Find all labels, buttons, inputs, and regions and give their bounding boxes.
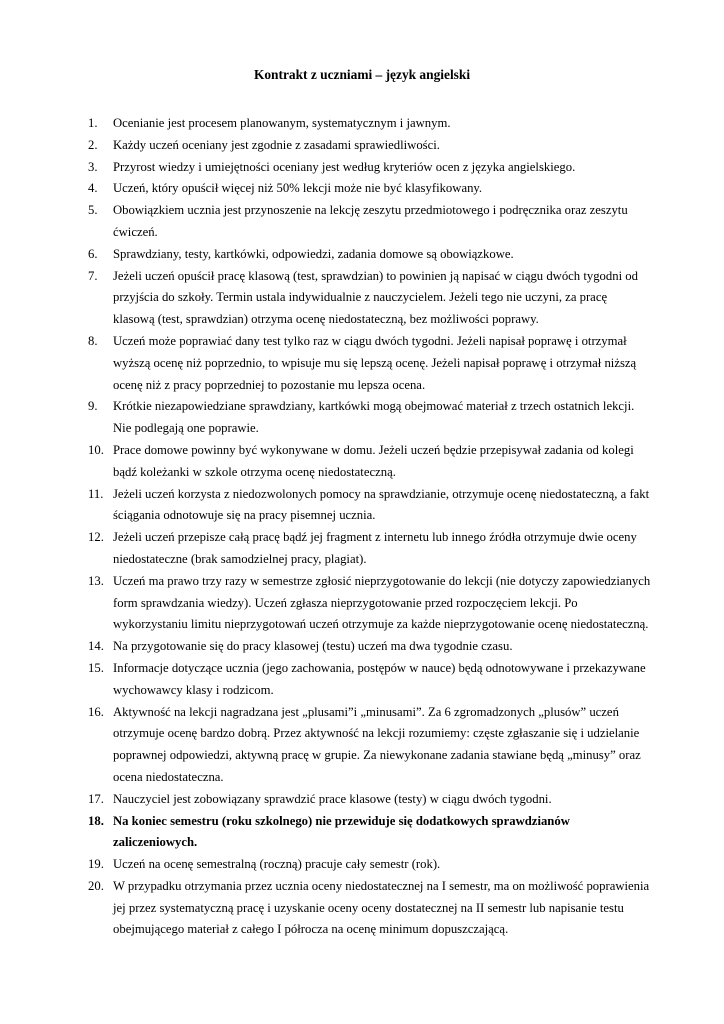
item-text-line: Na przygotowanie się do pracy klasowej (testu) uczeń ma dwa tygodnie czasu.	[113, 639, 513, 654]
list-item	[88, 331, 668, 396]
item-number: 2.	[88, 137, 98, 152]
item-number: 14.	[88, 639, 104, 654]
list-item	[88, 658, 668, 702]
list-item	[88, 876, 668, 941]
list-item	[88, 854, 668, 876]
item-text-line: form sprawdzania wiedzy). Uczeń zgłasza nieprzygotowanie przed rozpoczęciem lekcji. Po	[113, 595, 578, 610]
item-text-line: ocenę niż z pracy poprzedniej to pozostanie mu lepsza ocena.	[113, 377, 426, 392]
item-number: 3.	[88, 159, 98, 174]
item-number: 20.	[88, 878, 104, 893]
item-text-line: niedostateczne (brak samodzielnej pracy, plagiat).	[113, 551, 367, 566]
item-text-line: Krótkie niezapowiedziane sprawdziany, kartkówki mogą obejmować materiał z trzech ostatnich lekcji.	[113, 399, 635, 414]
list-item	[88, 113, 668, 135]
item-text-line: Jeżeli uczeń przepisze całą pracę bądź jej fragment z internetu lub innego źródła otrzymuje dwie oceny	[113, 530, 637, 545]
item-text-line: zaliczeniowych.	[113, 835, 198, 850]
document-title: Kontrakt z uczniami – język angielski	[253, 67, 471, 82]
item-text-line: Uczeń na ocenę semestralną (roczną) pracuje cały semestr (rok).	[113, 857, 441, 872]
item-number: 10.	[88, 442, 104, 457]
item-text-line: przyjścia do szkoły. Termin ustala indywidualnie z nauczycielem. Jeżeli tego nie uczyni, za pracę	[113, 290, 608, 305]
list-item	[88, 135, 668, 157]
item-text-line: Informacje dotyczące ucznia (jego zachowania, postępów w nauce) będą odnotowywane i przekazywane	[113, 660, 646, 675]
list-item	[88, 266, 668, 331]
rules-list	[88, 113, 668, 941]
item-text-line: Jeżeli uczeń opuścił pracę klasową (test, sprawdzian) to powinien ją napisać w ciągu dwóch tygodni od	[113, 268, 638, 283]
list-item	[88, 200, 668, 244]
item-text-line: Ocenianie jest procesem planowanym, systematycznym i jawnym.	[113, 116, 451, 130]
item-text-line: wychowawcy klasy i rodzicom.	[113, 682, 274, 697]
list-item	[88, 811, 668, 855]
item-text-line: ćwiczeń.	[113, 224, 158, 239]
item-text-line: Przyrost wiedzy i umiejętności oceniany jest według kryteriów ocen z języka angielskiego.	[113, 159, 576, 174]
item-number: 6.	[88, 246, 98, 261]
item-text-line: Obowiązkiem ucznia jest przynoszenie na lekcję zeszytu przedmiotowego i podręcznika oraz zeszytu	[113, 203, 628, 218]
item-text-line: obejmującego materiał z całego I półrocza na ocenę minimum dopuszczającą.	[113, 922, 509, 937]
list-item	[88, 527, 668, 571]
item-text-line: ściągania odnotowuje się na pracy pisemnej ucznia.	[113, 508, 376, 523]
list-item	[88, 702, 668, 789]
list-item	[88, 157, 668, 179]
item-text-line: jej przez systematyczną pracę i uzyskanie oceny oceny dostatecznej na II semestr lub napisanie testu	[113, 900, 624, 915]
item-text-line: wyższą ocenę niż poprzednio, to wpisuje mu się lepszą ocenę. Jeżeli napisał poprawę i otrzymał niższą	[113, 355, 637, 370]
item-text-line: Aktywność na lekcji nagradzana jest „plusami”i „minusami”. Za 6 zgromadzonych „plusów” uczeń	[113, 704, 619, 719]
item-text-line: otrzymuje ocenę bardzo dobrą. Przez aktywność na lekcji rozumiemy: częste zgłaszanie się i udzielanie	[113, 726, 640, 741]
item-text-line: klasową (test, sprawdzian) otrzyma ocenę niedostateczną, bez możliwości poprawy.	[113, 312, 539, 327]
item-text-line: bądź koleżanki w szkole otrzyma ocenę niedostateczną.	[113, 464, 396, 479]
list-item	[88, 440, 668, 484]
item-text-line: Na koniec semestru (roku szkolnego) nie przewiduje się dodatkowych sprawdzianów	[113, 813, 570, 828]
item-text-line: ocena niedostateczna.	[113, 769, 224, 784]
item-text-line: Każdy uczeń oceniany jest zgodnie z zasadami sprawiedliwości.	[113, 137, 440, 152]
item-number: 9.	[88, 399, 98, 414]
list-item	[88, 636, 668, 658]
item-number: 1.	[88, 116, 98, 130]
list-item	[88, 571, 668, 636]
item-text-line: poprawnej odpowiedzi, aktywną pracę w grupie. Za niewykonane zadania stawiane będą „minusy” oraz	[113, 748, 641, 763]
item-text-line: Nauczyciel jest zobowiązany sprawdzić prace klasowe (testy) w ciągu dwóch tygodni.	[113, 791, 552, 806]
item-text-line: Sprawdziany, testy, kartkówki, odpowiedzi, zadania domowe są obowiązkowe.	[113, 246, 514, 261]
item-number: 11.	[88, 486, 104, 501]
item-number: 7.	[88, 268, 98, 283]
item-text-line: Uczeń ma prawo trzy razy w semestrze zgłosić nieprzygotowanie do lekcji (nie dotyczy zapowiedzianych	[113, 573, 651, 588]
item-text-line: W przypadku otrzymania przez ucznia oceny niedostatecznej na I semestr, ma on możliwość poprawienia	[113, 878, 650, 893]
item-text-line: Jeżeli uczeń korzysta z niedozwolonych pomocy na sprawdzianie, otrzymuje ocenę niedostateczną, a fakt	[113, 486, 650, 501]
item-number: 4.	[88, 181, 98, 196]
list-item	[88, 396, 668, 440]
list-item	[88, 178, 668, 200]
item-text-line: Uczeń, który opuścił więcej niż 50% lekcji może nie być klasyfikowany.	[113, 181, 483, 196]
list-item	[88, 484, 668, 528]
item-text-line: Nie podlegają one poprawie.	[113, 421, 259, 436]
item-text-line: Uczeń może poprawiać dany test tylko raz w ciągu dwóch tygodni. Jeżeli napisał poprawę i otrzymał	[113, 333, 627, 348]
item-number: 5.	[88, 203, 98, 218]
list-item	[88, 789, 668, 811]
item-number: 19.	[88, 857, 104, 872]
item-number: 8.	[88, 333, 98, 348]
item-text-line: Prace domowe powinny być wykonywane w domu. Jeżeli uczeń będzie przepisywał zadania od kolegi	[113, 442, 634, 457]
item-number: 12.	[88, 530, 104, 545]
item-number: 18.	[88, 813, 104, 828]
item-number: 17.	[88, 791, 104, 806]
item-text-line: wykorzystaniu limitu nieprzygotowań uczeń otrzymuje za każde nieprzygotowanie ocenę niedostateczną.	[113, 617, 649, 632]
list-item	[88, 244, 668, 266]
item-number: 15.	[88, 660, 104, 675]
item-number: 16.	[88, 704, 104, 719]
item-number: 13.	[88, 573, 104, 588]
